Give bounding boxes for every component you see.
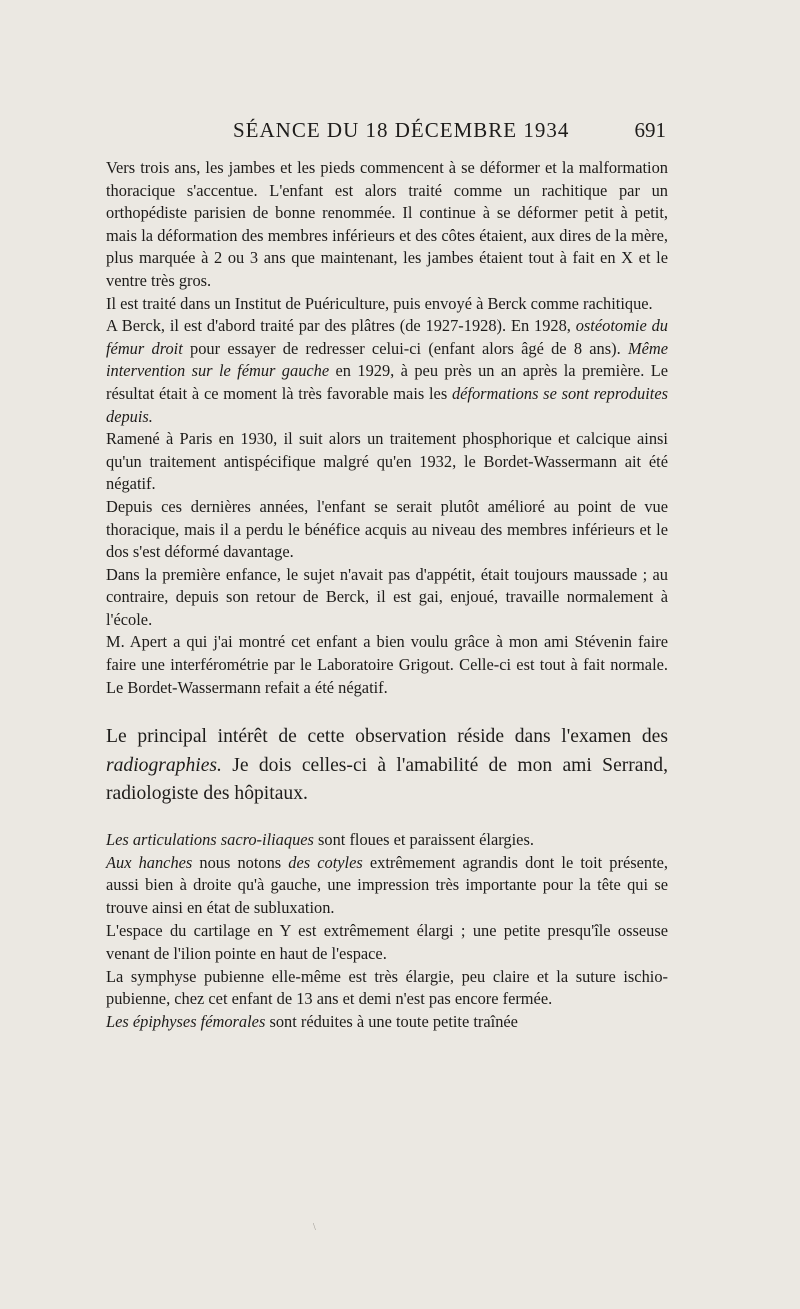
radiographs-intro-section — [106, 723, 668, 809]
page-body — [106, 157, 668, 1034]
paragraph: Il est traité dans un Institut de Puériculture, puis envoyé à Berck comme rachitique. — [106, 293, 653, 313]
stray-mark: \ — [313, 1222, 316, 1233]
running-title: SÉANCE DU 18 DÉCEMBRE 1934 — [233, 118, 570, 142]
paragraph: Aux hanches nous notons des cotyles extrêmement agrandis dont le toit présente, aussi bien à droite qu'à gauche, une impression très importante pour la tête qui se trouve ainsi en état de subluxation. — [106, 852, 668, 918]
paragraph: Dans la première enfance, le sujet n'avait pas d'appétit, était toujours maussade ; au contraire, depuis son retour de Berck, il est gai, enjoué, travaille normalement à l'école. — [106, 564, 668, 629]
paragraph: M. Apert a qui j'ai montré cet enfant a bien voulu grâce à mon ami Stévenin faire faire une interférométrie par le Laboratoire Grigout. Celle-ci est tout à fait normale. Le Bordet-Wassermann refait a été négatif. — [106, 632, 668, 697]
running-header — [108, 118, 666, 148]
paragraph: L'espace du cartilage en Y est extrêmement élargi ; une petite presqu'île osseuse venant de l'ilion pointe en haut de l'espace. — [106, 920, 668, 963]
page-number: 691 — [634, 118, 666, 142]
paragraph: La symphyse pubienne elle-même est très élargie, peu claire et la suture ischio-pubienne, chez cet enfant de 13 ans et demi n'est pas encore fermée. — [106, 966, 668, 1009]
paragraph: Les épiphyses fémorales sont réduites à une toute petite traînée — [106, 1012, 518, 1032]
radiograph-findings-section — [106, 829, 668, 1034]
paragraph: Depuis ces dernières années, l'enfant se serait plutôt amélioré au point de vue thoracique, mais il a perdu le bénéfice acquis au niveau des membres inférieurs et le dos s'est déformé davantage. — [106, 496, 668, 562]
paragraph: Ramené à Paris en 1930, il suit alors un traitement phosphorique et calcique ainsi qu'un traitement antispécifique malgré qu'en 1932, le Bordet-Wassermann ait été négatif. — [106, 429, 668, 494]
case-history-section — [106, 157, 668, 699]
paragraph: Le principal intérêt de cette observation réside dans l'examen des radiographies. Je dois celles-ci à l'amabilité de mon ami Serrand, radiologiste des hôpitaux. — [106, 726, 668, 805]
paragraph: Les articulations sacro-iliaques sont floues et paraissent élargies. — [106, 829, 534, 849]
paragraph: Vers trois ans, les jambes et les pieds commencent à se déformer et la malformation thoracique s'accentue. L'enfant est alors traité comme un rachitique par un orthopédiste parisien de bonne renommée. Il continue à se déformer petit à petit, mais la déformation des membres inférieurs et des côtes étaient, aux dires de la mère, plus marquée à 2 ou 3 ans que maintenant, les jambes étaient tout à fait en X et le ventre très gros. — [106, 158, 668, 290]
paragraph: A Berck, il est d'abord traité par des plâtres (de 1927-1928). En 1928, ostéotomie du fémur droit pour essayer de redresser celui-ci (enfant alors âgé de 8 ans). Même intervention sur le fémur gauche en 1929, à peu près un an après la première. Le résultat était à ce moment là très favorable mais les déformations se sont reproduites depuis. — [106, 316, 668, 426]
